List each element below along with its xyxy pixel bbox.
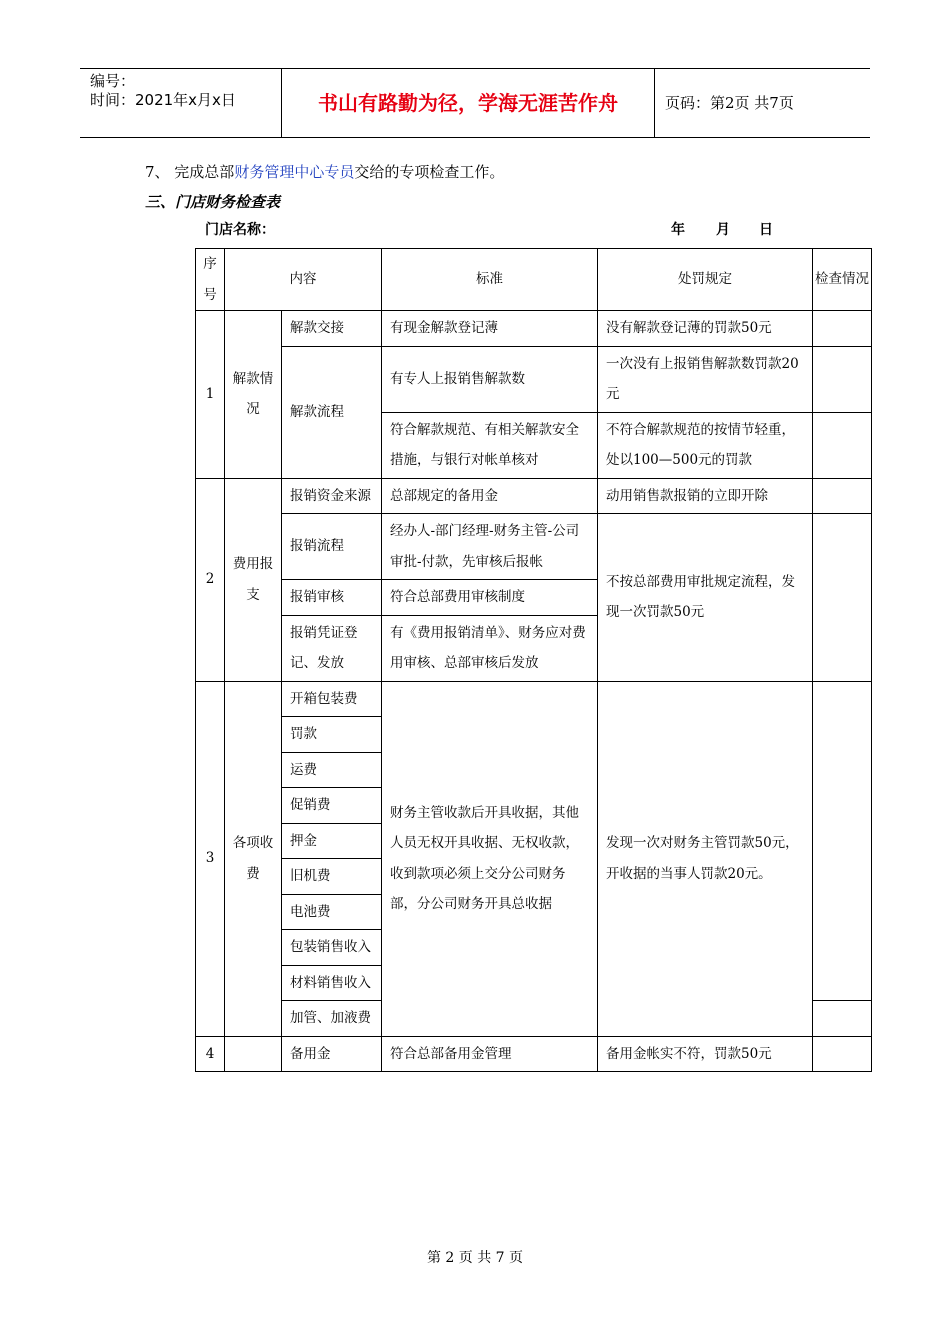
item-7-prefix: 7、 完成总部 [145, 163, 235, 181]
check-cell[interactable] [813, 514, 872, 682]
item-7-suffix: 交给的专项检查工作。 [354, 163, 505, 181]
header-motto: 书山有路勤为径，学海无涯苦作舟 [281, 69, 655, 137]
header-seq: 序号 [196, 249, 225, 311]
item-cell: 报销审核 [282, 580, 382, 616]
check-cell[interactable] [813, 412, 872, 478]
penalty-cell: 不按总部费用审批规定流程，发现一次罚款50元 [598, 514, 813, 682]
date-year-label: 年 [671, 222, 685, 238]
table-row [196, 311, 872, 347]
item-cell: 运费 [282, 752, 382, 788]
inspection-table [195, 248, 872, 1072]
item-7-link[interactable]: 财务管理中心专员 [234, 163, 355, 181]
item-cell: 促销费 [282, 788, 382, 824]
item-cell: 报销凭证登记、发放 [282, 615, 382, 681]
penalty-cell: 不符合解款规范的按情节轻重，处以100—500元的罚款 [598, 412, 813, 478]
item-cell: 电池费 [282, 894, 382, 930]
standard-cell: 有现金解款登记薄 [382, 311, 598, 347]
header-meta [80, 69, 281, 137]
item-cell: 解款交接 [282, 311, 382, 347]
date-day-label: 日 [759, 222, 773, 238]
penalty-cell: 发现一次对财务主管罚款50元，开收据的当事人罚款20元。 [598, 681, 813, 1036]
header-page-label: 页码：第2页 共7页 [665, 94, 794, 112]
standard-cell: 总部规定的备用金 [382, 478, 598, 514]
table-row [196, 514, 872, 580]
check-cell[interactable] [813, 478, 872, 514]
page-footer: 第 2 页 共 7 页 [426, 1250, 524, 1266]
item-cell: 罚款 [282, 717, 382, 753]
table-row [196, 346, 872, 412]
seq-cell: 4 [196, 1036, 225, 1072]
category-cell [225, 1036, 282, 1072]
category-cell: 费用报支 [225, 478, 282, 681]
seq-cell: 2 [196, 478, 225, 681]
page-header [80, 68, 870, 138]
section-title: 三、门店财务检查表 [145, 193, 281, 211]
table-row [196, 1036, 872, 1072]
date-month-label: 月 [716, 222, 730, 238]
standard-cell: 符合总部备用金管理 [382, 1036, 598, 1072]
item-cell: 开箱包装费 [282, 681, 382, 717]
item-cell: 报销资金来源 [282, 478, 382, 514]
category-cell: 各项收费 [225, 681, 282, 1036]
standard-cell: 财务主管收款后开具收据，其他人员无权开具收据、无权收款，收到款项必须上交分公司财务部，分公司财务开具总收据 [382, 681, 598, 1036]
penalty-cell: 备用金帐实不符，罚款50元 [598, 1036, 813, 1072]
category-cell: 解款情况 [225, 311, 282, 479]
item-cell: 包装销售收入 [282, 930, 382, 966]
item-cell: 报销流程 [282, 514, 382, 580]
number-label: 编号： [90, 72, 136, 90]
standard-cell: 符合解款规范、有相关解款安全措施，与银行对帐单核对 [382, 412, 598, 478]
item-cell: 旧机费 [282, 859, 382, 895]
item-cell: 加管、加液费 [282, 1001, 382, 1037]
standard-cell: 有《费用报销清单》、财务应对费用审核、总部审核后发放 [382, 615, 598, 681]
header-penalty: 处罚规定 [598, 249, 813, 311]
header-content: 内容 [225, 249, 382, 311]
item-cell: 备用金 [282, 1036, 382, 1072]
penalty-cell: 动用销售款报销的立即开除 [598, 478, 813, 514]
table-row [196, 681, 872, 717]
seq-cell: 3 [196, 681, 225, 1036]
table-header-row [196, 249, 872, 311]
item-cell: 材料销售收入 [282, 965, 382, 1001]
table-row [196, 478, 872, 514]
check-cell[interactable] [813, 346, 872, 412]
header-standard: 标准 [382, 249, 598, 311]
item-7 [145, 161, 504, 182]
standard-cell: 符合总部费用审核制度 [382, 580, 598, 616]
standard-cell: 有专人上报销售解款数 [382, 346, 598, 412]
header-check: 检查情况 [813, 249, 872, 311]
standard-cell: 经办人-部门经理-财务主管-公司审批-付款，先审核后报帐 [382, 514, 598, 580]
time-label: 时间：2021年x月x日 [90, 91, 236, 109]
item-cell: 解款流程 [282, 346, 382, 478]
seq-cell: 1 [196, 311, 225, 479]
item-cell: 押金 [282, 823, 382, 859]
penalty-cell: 没有解款登记薄的罚款50元 [598, 311, 813, 347]
check-cell[interactable] [813, 311, 872, 347]
check-cell[interactable] [813, 681, 872, 1001]
store-name-label: 门店名称： [205, 222, 275, 238]
check-cell[interactable] [813, 1036, 872, 1072]
penalty-cell: 一次没有上报销售解款数罚款20元 [598, 346, 813, 412]
check-cell[interactable] [813, 1001, 872, 1037]
